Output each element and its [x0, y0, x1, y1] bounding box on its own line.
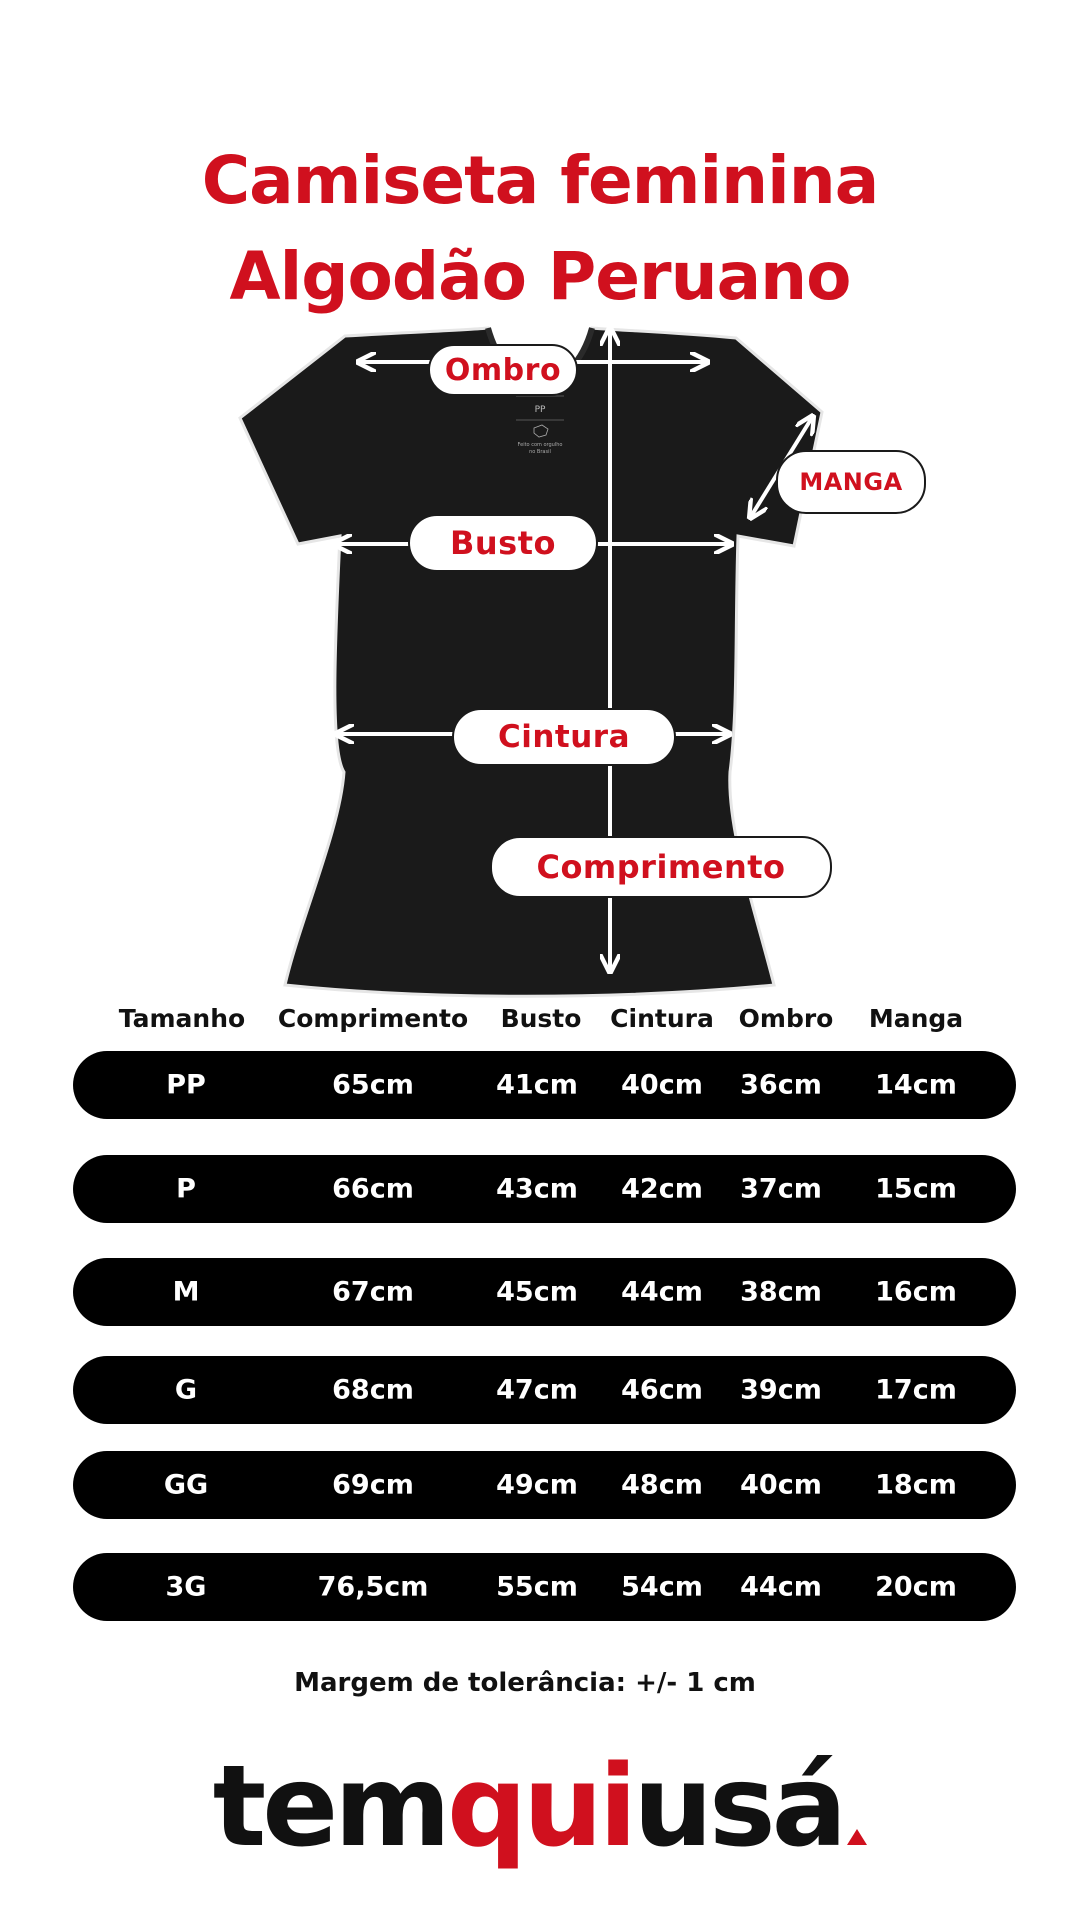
size-row-gg: [73, 1451, 1016, 1519]
size-row-pp: [73, 1051, 1016, 1119]
cell-tamanho: GG: [163, 1469, 209, 1501]
cell-ombro: 37cm: [740, 1173, 822, 1205]
cell-comprimento: 66cm: [332, 1173, 414, 1205]
comprimento-label: Comprimento: [490, 836, 832, 898]
cell-cintura: 40cm: [621, 1069, 703, 1101]
ombro-label: Ombro: [428, 344, 578, 396]
tag-text-2: no Brasil: [529, 449, 551, 455]
cell-busto: 47cm: [496, 1374, 578, 1406]
cell-ombro: 40cm: [740, 1469, 822, 1501]
cell-cintura: 46cm: [621, 1374, 703, 1406]
cell-cintura: 44cm: [621, 1276, 703, 1308]
cell-comprimento: 65cm: [332, 1069, 414, 1101]
size-row-p: [73, 1155, 1016, 1223]
cell-manga: 15cm: [875, 1173, 957, 1205]
cell-manga: 14cm: [875, 1069, 957, 1101]
cell-comprimento: 68cm: [332, 1374, 414, 1406]
tshirt-illustration: [0, 310, 1080, 1010]
cell-comprimento: 67cm: [332, 1276, 414, 1308]
cell-manga: 16cm: [875, 1276, 957, 1308]
manga-label: MANGA: [776, 450, 926, 514]
size-row-g: [73, 1356, 1016, 1424]
size-table-header: [0, 1004, 1080, 1044]
brand-part-1: tem: [212, 1742, 447, 1872]
cell-comprimento: 76,5cm: [317, 1571, 429, 1603]
cell-cintura: 48cm: [621, 1469, 703, 1501]
busto-label: Busto: [408, 514, 598, 572]
cell-busto: 41cm: [496, 1069, 578, 1101]
cell-cintura: 42cm: [621, 1173, 703, 1205]
page-title-line-2: Algodão Peruano: [229, 238, 851, 315]
size-row-m: [73, 1258, 1016, 1326]
cell-comprimento: 69cm: [332, 1469, 414, 1501]
cell-ombro: 44cm: [740, 1571, 822, 1603]
size-row-3g: [73, 1553, 1016, 1621]
cell-busto: 43cm: [496, 1173, 578, 1205]
cell-busto: 55cm: [496, 1571, 578, 1603]
cell-busto: 45cm: [496, 1276, 578, 1308]
tag-text-1: Feito com orgulho: [517, 442, 563, 448]
cell-manga: 20cm: [875, 1571, 957, 1603]
cell-cintura: 54cm: [621, 1571, 703, 1603]
header-busto: Busto: [500, 1004, 582, 1033]
header-cintura: Cintura: [610, 1004, 714, 1033]
cell-tamanho: PP: [166, 1069, 206, 1101]
brand-part-3: usá: [633, 1742, 844, 1872]
tolerance-note: Margem de tolerância: +/- 1 cm: [294, 1668, 756, 1698]
cell-ombro: 36cm: [740, 1069, 822, 1101]
cell-manga: 17cm: [875, 1374, 957, 1406]
cell-tamanho: M: [172, 1276, 200, 1308]
cell-busto: 49cm: [496, 1469, 578, 1501]
brand-logo: [0, 1740, 1080, 1874]
header-ombro: Ombro: [738, 1004, 834, 1033]
cintura-label: Cintura: [452, 708, 676, 766]
page-title-line-1: Camiseta feminina: [201, 142, 879, 219]
tag-size: PP: [534, 405, 546, 415]
cell-ombro: 39cm: [740, 1374, 822, 1406]
cell-tamanho: G: [174, 1374, 198, 1406]
brand-part-2: qui: [446, 1742, 634, 1872]
brand-triangle-icon: [847, 1829, 867, 1845]
header-tamanho: Tamanho: [118, 1004, 246, 1033]
header-manga: Manga: [868, 1004, 964, 1033]
cell-tamanho: 3G: [165, 1571, 207, 1603]
cell-tamanho: P: [176, 1173, 196, 1205]
header-comprimento: Comprimento: [277, 1004, 469, 1033]
cell-manga: 18cm: [875, 1469, 957, 1501]
cell-ombro: 38cm: [740, 1276, 822, 1308]
